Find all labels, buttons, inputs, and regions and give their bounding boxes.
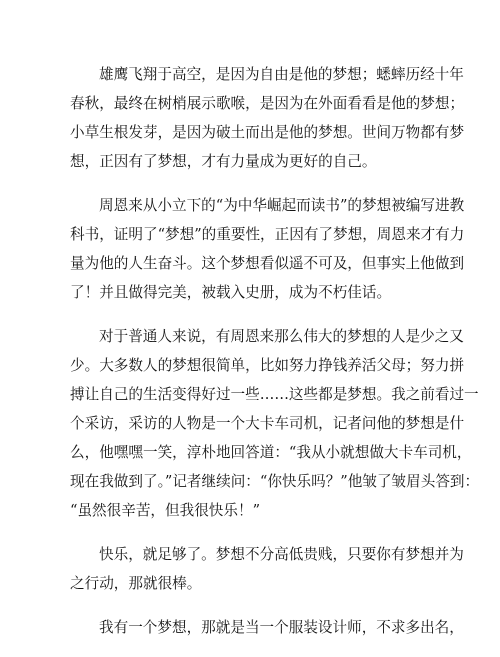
text-line: 对于普通人来说，有周恩来那么伟大的梦想的人是少之又 [99,328,464,345]
text-line: 个采访，采访的人物是一个大卡车司机，记者问他的梦想是什 [70,415,465,432]
text-line: 我有一个梦想，那就是当一个服装设计师，不求多出名， [99,619,464,636]
text-line: 春秋，最终在树梢展示歌喉，是因为在外面看看是他的梦想； [70,95,465,112]
paragraph-2 [70,191,465,307]
text-line: 想，正因有了梦想，才有力量成为更好的自己。 [70,153,377,170]
text-line: 雄鹰飞翔于高空，是因为自由是他的梦想；蟋蟀历经十年 [99,66,464,83]
paragraph-1 [70,60,465,176]
paragraph-4 [70,540,464,598]
text-line: 么，他嘿嘿一笑，淳朴地回答道：“我从小就想做大卡车司机， [70,444,472,461]
text-line: 搏让自己的生活变得好过一些……这些都是梦想。我之前看过一 [70,386,479,403]
paragraph-3 [70,322,480,525]
text-line: 现在我做到了。”记者继续问：“你快乐吗？”他皱了皱眉头答到： [70,473,480,490]
text-line: 科书，证明了“梦想”的重要性，正因有了梦想，周恩来才有力 [70,226,465,243]
text-line: 快乐，就足够了。梦想不分高低贵贱，只要你有梦想并为 [99,546,464,563]
text-line: 少。大多数人的梦想很简单，比如努力挣钱养活父母；努力拼 [70,357,465,374]
text-line: 量为他的人生奋斗。这个梦想看似遥不可及，但事实上他做到 [70,255,465,272]
text-line: 小草生根发芽，是因为破土而出是他的梦想。世间万物都有梦 [70,124,465,141]
text-line: 了！并且做得完美，被载入史册，成为不朽佳话。 [70,284,392,301]
article-body [70,60,480,657]
paragraph-5 [70,613,464,642]
text-line: 之行动，那就很棒。 [70,575,202,592]
text-line: 周恩来从小立下的“为中华崛起而读书”的梦想被编写进教 [99,197,465,214]
text-line: “虽然很辛苦，但我很快乐！” [70,502,261,519]
